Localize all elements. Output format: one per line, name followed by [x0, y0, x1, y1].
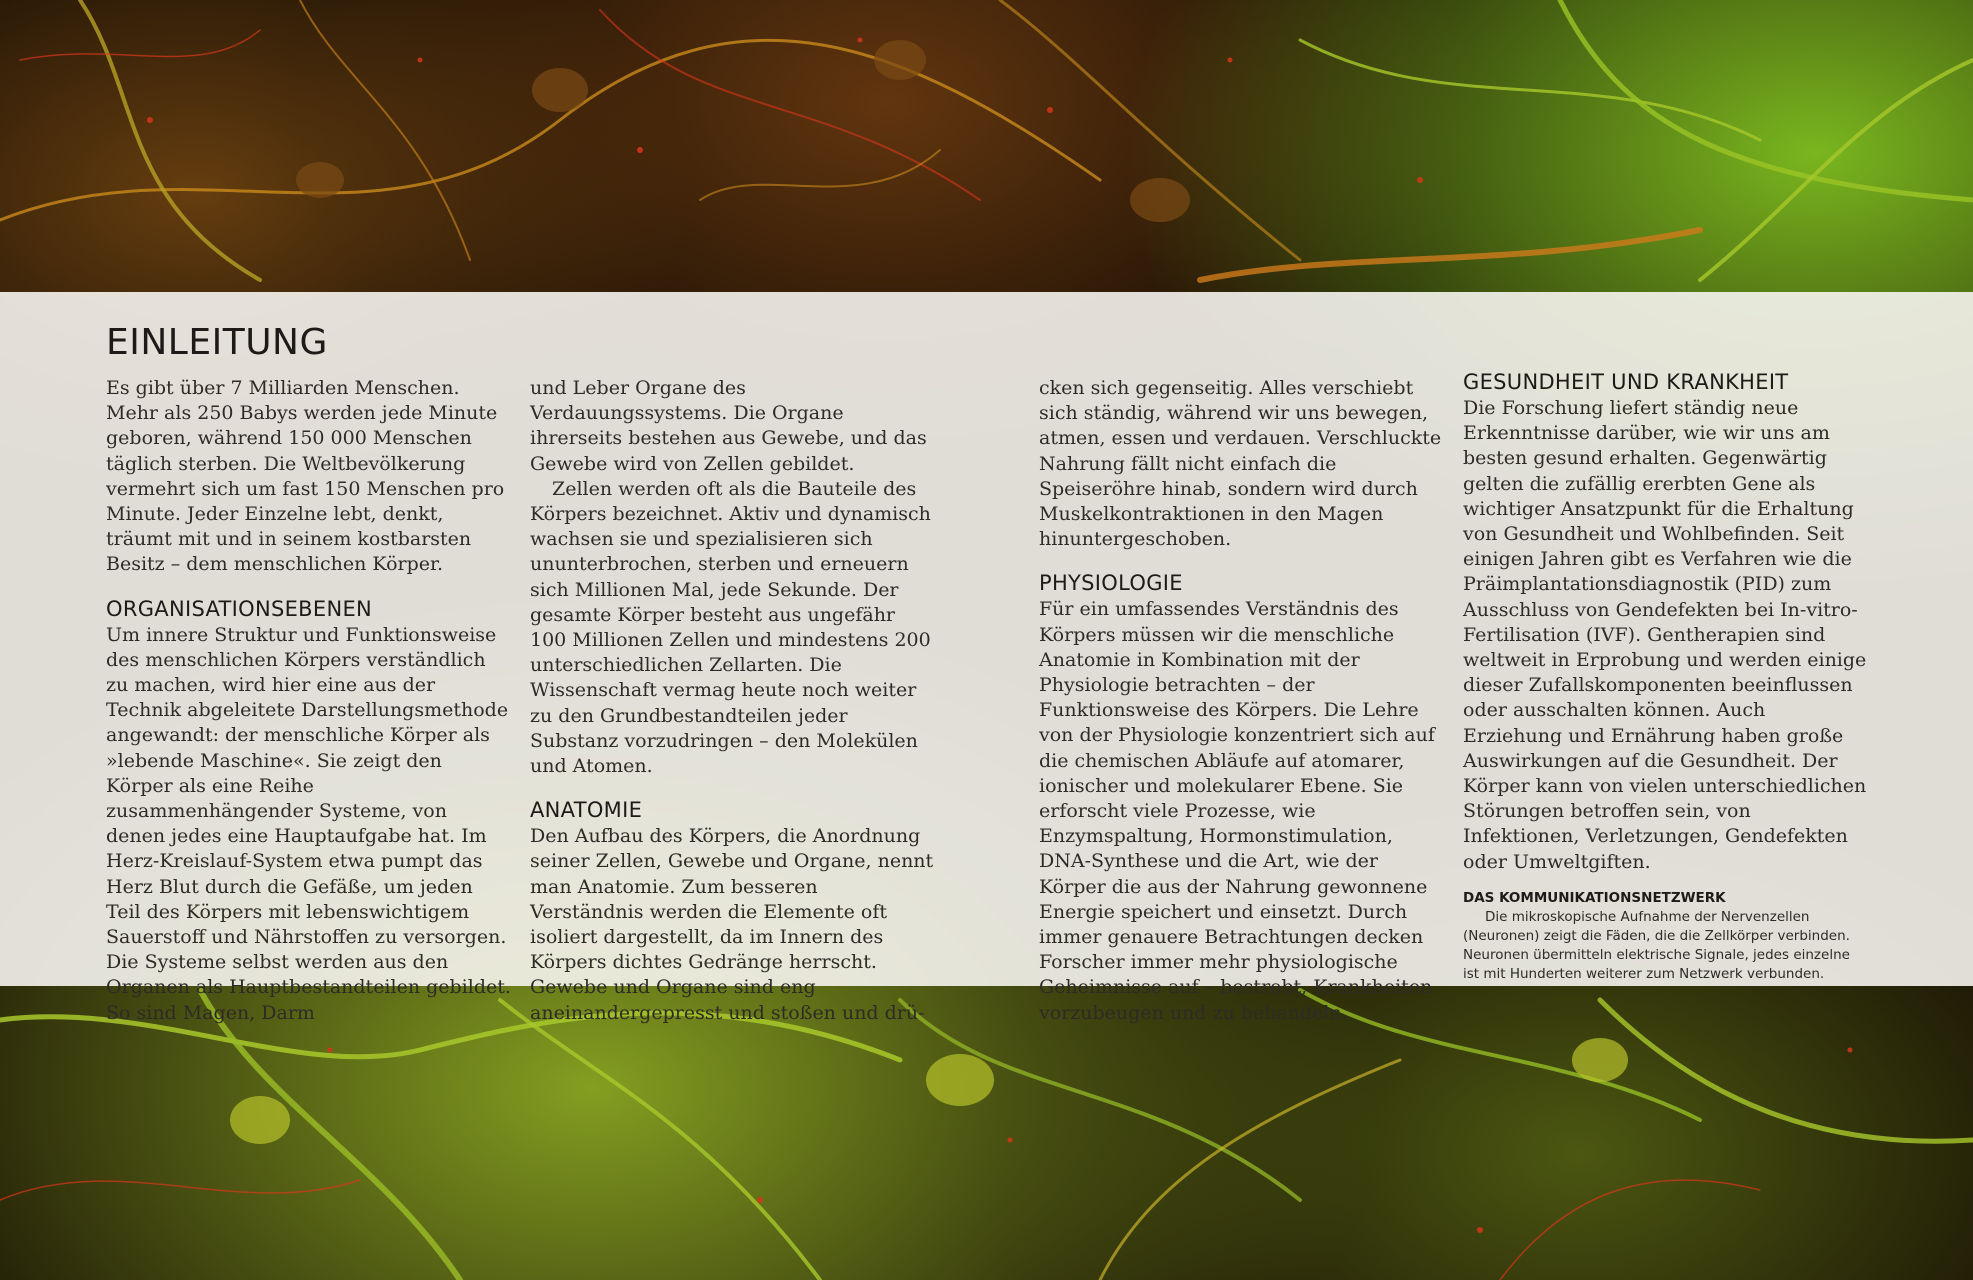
- gesundheit-text: Die Forschung liefert ständig neue Erkenntnisse darüber, wie wir uns am besten gesund erhalten. Gegenwärtig gelten die zufällig ererbten Gene als wichtiger Ansatzpunkt für die Erhaltung von Gesundheit und Wohlbefinden. Seit einigen Jahren gibt es Verfahren wie die Präimplantationsdiagnostik (PID) zum Ausschluss von Gendefekten bei In-vitro-Fertilisation (IVF). Gentherapien sind weltweit in Erprobung und werden einige dieser Zufallskomponenten beeinflussen oder ausschalten können. Auch Erziehung und Ernährung haben große Auswirkungen auf die Gesundheit. Der Körper kann von vielen unterschiedlichen Störungen betroffen sein, von Infektionen, Verletzungen, Gendefekten oder Umweltgiften.: [1463, 397, 1867, 873]
- paragraph: und Leber Organe des Verdauungssystems. Die Organe ihrerseits bestehen aus Gewebe, und das Gewebe wird von Zellen gebildet.: [530, 377, 927, 475]
- caption-text: Die mikroskopische Aufnahme der Nervenzellen (Neuronen) zeigt die Fäden, die die Zellkörper verbinden. Neuronen übermitteln elektrische Signale, jedes einzelne ist mit Hunderten weiterer zum Netzwerk verbunden.: [1463, 908, 1850, 983]
- caption-title: DAS KOMMUNIKATIONSNETZWERK: [1463, 889, 1726, 906]
- column-3: [1039, 376, 1444, 1026]
- heading-gesundheit-und-krankheit: GESUNDHEIT UND KRANKHEIT: [1463, 370, 1789, 394]
- anatomie-text: Den Aufbau des Körpers, die Anordnung seiner Zellen, Gewebe und Organe, nennt man Anatomie. Zum besseren Verständnis werden die Elemente oft isoliert dargestellt, da im Innern des Körpers dichtes Gedränge herrscht. Gewebe und Organe sind eng aneinandergepresst und stoßen und drü-: [530, 825, 934, 1024]
- paragraph: cken sich gegenseitig. Alles verschiebt sich ständig, während wir uns bewegen, atmen, essen und verdauen. Verschluckte Nahrung fällt nicht einfach die Speiseröhre hinab, sondern wird durch Muskelkontraktionen in den Magen hinuntergeschoben.: [1039, 377, 1442, 551]
- physiologie-text: Für ein umfassendes Verständnis des Körpers müssen wir die menschliche Anatomie in Kombination mit der Physiologie betrachten – der Funktionsweise des Körpers. Die Lehre von der Physiologie konzentriert sich auf die chemischen Abläufe auf atomarer, ionischer und molekularer Ebene. Sie erforscht viele Prozesse, wie Enzymspaltung, Hormonstimulation, DNA-Synthese und die Art, wie der Körper die aus der Nahrung gewonnene Energie speichert und einsetzt. Durch immer genauere Betrachtungen decken Forscher immer mehr physiologische Geheimnisse auf – bestrebt, Krankheiten vorzubeugen und zu behandeln.: [1039, 598, 1435, 1024]
- paragraph: Zellen werden oft als die Bauteile des Körpers bezeichnet. Aktiv und dynamisch wachsen sie und spezialisieren sich ununterbrochen, sterben und erneuern sich Millionen Mal, jede Sekunde. Der gesamte Körper besteht aus ungefähr 100 Millionen Zellen und mindestens 200 unterschiedlichen Zellarten. Die Wissenschaft vermag heute noch weiter zu den Grundbestandteilen jeder Substanz vorzudringen – den Molekülen und Atomen.: [530, 477, 931, 778]
- organisationsebenen-text: Um innere Struktur und Funktionsweise des menschlichen Körpers verständlich zu machen, wird hier eine aus der Technik abgeleitete Darstellungsmethode angewandt: der menschliche Körper als »lebende Maschine«. Sie zeigt den Körper als eine Reihe zusammenhängender Systeme, von denen jedes eine Hauptaufgabe hat. Im Herz-Kreislauf-System etwa pumpt das Herz Blut durch die Gefäße, um jeden Teil des Körpers mit lebenswichtigem Sauerstoff und Nährstoffen zu versorgen. Die Systeme selbst werden aus den Organen als Hauptbestandteilen gebildet. So sind Magen, Darm: [106, 623, 511, 1024]
- intro-paragraph: Es gibt über 7 Milliarden Menschen. Mehr als 250 Babys werden jede Minute geboren, während 150 000 Menschen täglich sterben. Die Weltbevölkerung vermehrt sich um fast 150 Menschen pro Minute. Jeder Einzelne lebt, denkt, träumt mit und in seinem kostbarsten Besitz – dem menschlichen Körper.: [106, 377, 505, 576]
- text-panel: [0, 292, 1973, 1024]
- heading-organisationsebenen: ORGANISATIONSEBENEN: [106, 596, 373, 621]
- heading-anatomie: ANATOMIE: [530, 798, 643, 823]
- column-2: [530, 376, 935, 1026]
- column-4: [1463, 370, 1868, 985]
- page-title: EINLEITUNG: [106, 322, 328, 363]
- column-1: [106, 376, 511, 1026]
- heading-physiologie: PHYSIOLOGIE: [1039, 571, 1183, 596]
